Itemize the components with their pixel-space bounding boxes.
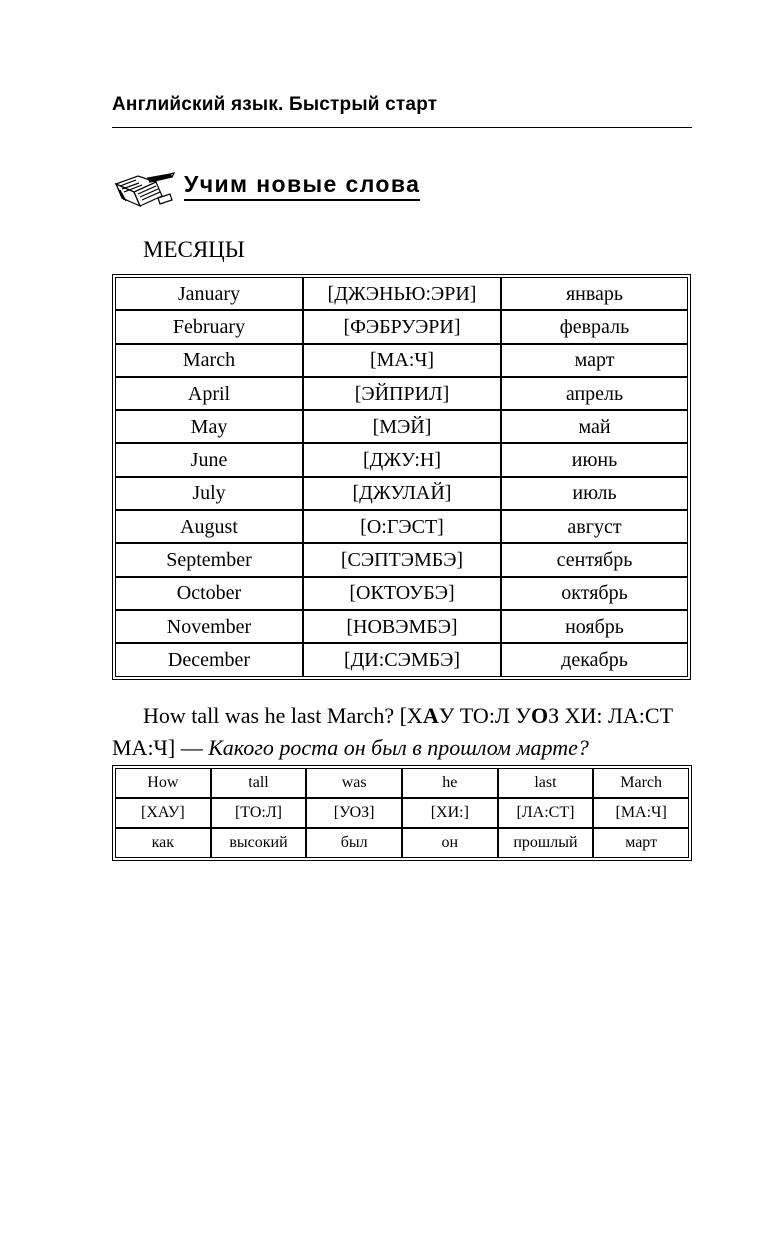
month-pronunciation: [ДЖУЛАЙ] xyxy=(303,477,501,510)
month-english: October xyxy=(115,577,303,610)
table-row xyxy=(115,610,688,643)
month-russian: декабрь xyxy=(501,643,688,676)
month-english: September xyxy=(115,543,303,576)
month-english: December xyxy=(115,643,303,676)
word-english: How xyxy=(115,768,211,798)
month-russian: май xyxy=(501,410,688,443)
table-row xyxy=(115,377,688,410)
table-row xyxy=(115,828,689,858)
example-sentence xyxy=(112,700,702,764)
table-row xyxy=(115,798,689,828)
table-row xyxy=(115,344,688,377)
table-row xyxy=(115,577,688,610)
word-pronunciation: [УОЗ] xyxy=(306,798,402,828)
section-title: Учим новые слова xyxy=(184,172,420,201)
word-russian: прошлый xyxy=(498,828,594,858)
word-pronunciation: [ХИ:] xyxy=(402,798,498,828)
month-russian: июль xyxy=(501,477,688,510)
word-russian: март xyxy=(593,828,689,858)
running-header-title: Английский язык. Быстрый старт xyxy=(112,94,438,115)
month-pronunciation: [МЭЙ] xyxy=(303,410,501,443)
word-russian: высокий xyxy=(211,828,307,858)
pron-stress: О xyxy=(530,703,549,728)
month-pronunciation: [НОВЭМБЭ] xyxy=(303,610,501,643)
month-russian: октябрь xyxy=(501,577,688,610)
word-english: tall xyxy=(211,768,307,798)
month-english: February xyxy=(115,310,303,343)
word-english: March xyxy=(593,768,689,798)
month-english: June xyxy=(115,443,303,476)
word-breakdown-table xyxy=(112,765,692,861)
example-translation: Какого роста он был в прошлом марте? xyxy=(208,735,589,760)
example-english: How tall was he last March? xyxy=(143,703,395,728)
month-pronunciation: [О:ГЭСТ] xyxy=(303,510,501,543)
table-row xyxy=(115,410,688,443)
word-russian: как xyxy=(115,828,211,858)
pron-part: [Х xyxy=(399,703,423,728)
word-russian: он xyxy=(402,828,498,858)
months-table xyxy=(112,274,691,680)
month-pronunciation: [ДЖУ:Н] xyxy=(303,443,501,476)
header-rule xyxy=(112,127,692,128)
month-pronunciation: [СЭПТЭМБЭ] xyxy=(303,543,501,576)
month-russian: август xyxy=(501,510,688,543)
month-russian: ноябрь xyxy=(501,610,688,643)
month-pronunciation: [МА:Ч] xyxy=(303,344,501,377)
month-russian: июнь xyxy=(501,443,688,476)
month-english: August xyxy=(115,510,303,543)
word-pronunciation: [МА:Ч] xyxy=(593,798,689,828)
month-english: April xyxy=(115,377,303,410)
month-english: March xyxy=(115,344,303,377)
month-russian: февраль xyxy=(501,310,688,343)
word-english: he xyxy=(402,768,498,798)
month-russian: апрель xyxy=(501,377,688,410)
table-row xyxy=(115,510,688,543)
table-row xyxy=(115,443,688,476)
word-pronunciation: [ТО:Л] xyxy=(211,798,307,828)
word-english: was xyxy=(306,768,402,798)
month-russian: сентябрь xyxy=(501,543,688,576)
month-russian: январь xyxy=(501,277,688,310)
table-row xyxy=(115,310,688,343)
month-pronunciation: [ДЖЭНЬЮ:ЭРИ] xyxy=(303,277,501,310)
word-pronunciation: [ЛА:СТ] xyxy=(498,798,594,828)
table-row xyxy=(115,477,688,510)
em-dash: — xyxy=(175,735,209,760)
month-pronunciation: [ФЭБРУЭРИ] xyxy=(303,310,501,343)
month-russian: март xyxy=(501,344,688,377)
month-english: November xyxy=(115,610,303,643)
month-pronunciation: [ОКТОУБЭ] xyxy=(303,577,501,610)
month-english: January xyxy=(115,277,303,310)
table-row xyxy=(115,543,688,576)
word-english: last xyxy=(498,768,594,798)
months-heading: МЕСЯЦЫ xyxy=(143,237,245,262)
table-row xyxy=(115,768,689,798)
word-pronunciation: [ХАУ] xyxy=(115,798,211,828)
pron-part: У ТО:Л У xyxy=(438,703,531,728)
book-pen-icon xyxy=(112,170,176,208)
month-pronunciation: [ДИ:СЭМБЭ] xyxy=(303,643,501,676)
table-row xyxy=(115,277,688,310)
month-pronunciation: [ЭЙПРИЛ] xyxy=(303,377,501,410)
pron-part: З ХИ: ЛА:СТ МА:Ч] xyxy=(112,703,674,760)
month-english: July xyxy=(115,477,303,510)
month-english: May xyxy=(115,410,303,443)
word-russian: был xyxy=(306,828,402,858)
pron-stress: А xyxy=(422,703,439,728)
table-row xyxy=(115,643,688,676)
